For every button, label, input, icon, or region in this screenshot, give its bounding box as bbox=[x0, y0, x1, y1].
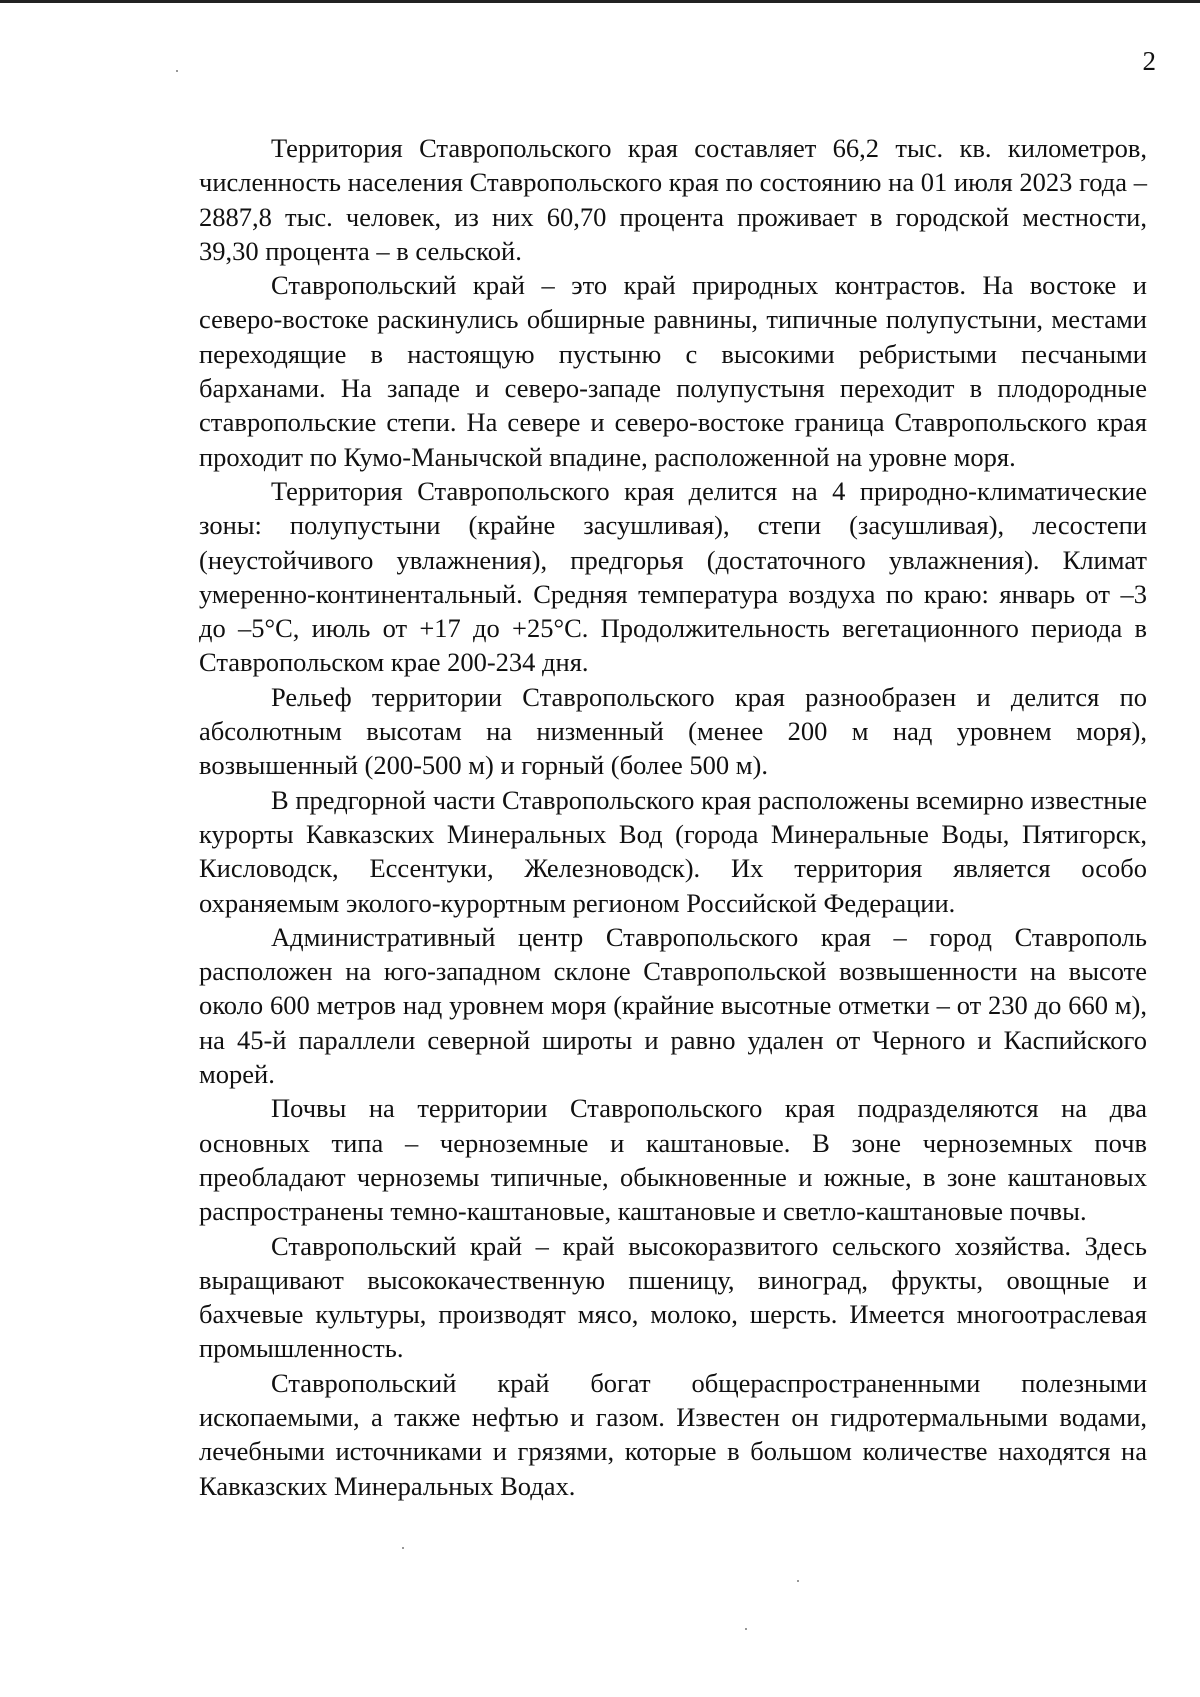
paragraph-soils: Почвы на территории Ставропольского края подразделяются на два основных типа – черноземные и каштановые. В зоне черноземных почв преобладают черноземы типичные, обыкновенные и южные, в зоне каштановых распространены темно-каштановые, каштановые и светло-каштановые почвы. bbox=[199, 1093, 1147, 1227]
paragraph-territory: Территория Ставропольского края составляет 66,2 тыс. кв. километров, численность населения Ставропольского края по состоянию на 01 июля 2023 года – 2887,8 тыс. человек, из них 60,70 процента проживает в городской местности, 39,30 процента – в сельской. bbox=[199, 133, 1147, 266]
paragraph-relief: Рельеф территории Ставропольского края разнообразен и делится по абсолютным высотам на низменный (менее 200 м над уровнем моря), возвышенный (200-500 м) и горный (более 500 м). bbox=[199, 681, 1147, 781]
scan-speck bbox=[745, 1628, 747, 1630]
paragraph-natural-contrasts: Ставропольский край – это край природных контрастов. На востоке и северо-востоке раскинулись обширные равнины, типичные полупустыни, местами переходящие в настоящую пустыню с высокими ребристыми песчаными барханами. На западе и северо-западе полупустыня переходит в плодородные ставропольские степи. На севере и северо-востоке граница Ставропольского края проходит по Кумо-Манычской впадине, расположенной на уровне моря. bbox=[199, 270, 1147, 472]
scan-speck bbox=[797, 1580, 799, 1582]
scan-speck bbox=[402, 1547, 404, 1549]
page-number: 2 bbox=[1142, 46, 1156, 76]
paragraph-admin-center: Административный центр Ставропольского края – город Ставрополь расположен на юго-западном склоне Ставропольской возвышенности на высоте около 600 метров над уровнем моря (крайние высотные отметки – от 230 до 660 м), на 45-й параллели северной широты и равно удален от Черного и Каспийского морей. bbox=[199, 921, 1147, 1090]
paragraph-agriculture: Ставропольский край – край высокоразвитого сельского хозяйства. Здесь выращивают высококачественную пшеницу, виноград, фрукты, овощные и бахчевые культуры, производят мясо, молоко, шерсть. Имеется многоотраслевая промышленность. bbox=[199, 1230, 1147, 1364]
paragraph-resorts: В предгорной части Ставропольского края расположены всемирно известные курорты Кавказских Минеральных Вод (города Минеральные Воды, Пятигорск, Кисловодск, Ессентуки, Железноводск). Их территория является особо охраняемым эколого-курортным регионом Российской Федерации. bbox=[199, 784, 1147, 918]
paragraph-minerals: Ставропольский край богат общераспространенными полезными ископаемыми, а также нефтью и газом. Известен он гидротермальными водами, лечебными источниками и грязями, которые в большом количестве находятся на Кавказских Минеральных Водах. bbox=[199, 1367, 1147, 1501]
paragraph-climate-zones: Территория Ставропольского края делится на 4 природно-климатические зоны: полупустыни (крайне засушливая), степи (засушливая), лесостепи (неустойчивого увлажнения), предгорья (достаточного увлажнения). Климат умеренно-континентальный. Средняя температура воздуха по краю: январь от –3 до –5°С, июль от +17 до +25°С. Продолжительность вегетационного периода в Ставропольском крае 200-234 дня. bbox=[199, 475, 1147, 678]
scan-speck bbox=[176, 70, 178, 72]
page-top-border bbox=[0, 0, 1200, 3]
document-body bbox=[199, 131, 1147, 1503]
